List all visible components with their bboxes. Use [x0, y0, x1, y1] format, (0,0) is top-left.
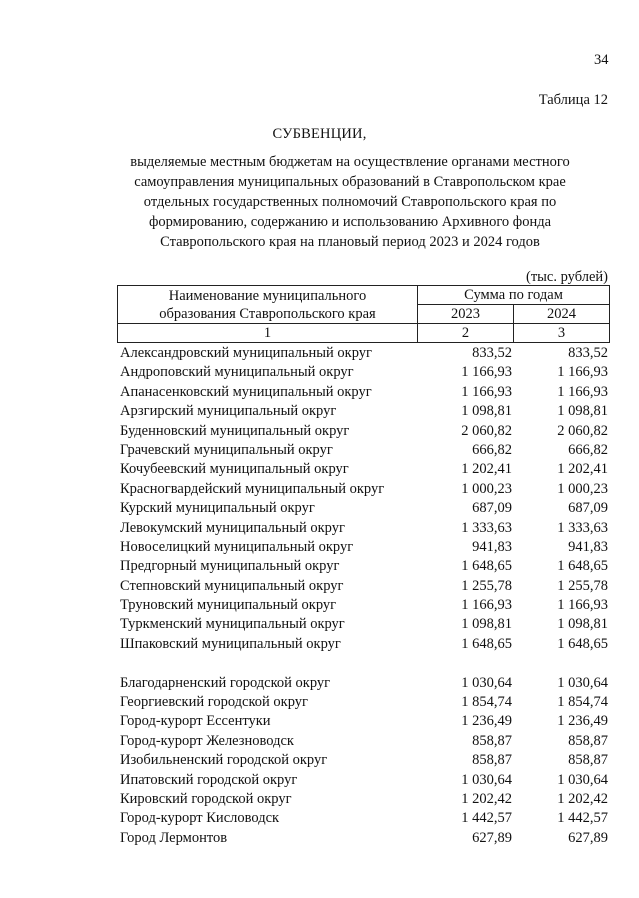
- row-name: Апанасенковский муниципальный округ: [120, 383, 372, 400]
- subtitle-line: формированию, содержанию и использованию Архивного фонда: [148, 214, 552, 230]
- row-value-2023: 1 236,49: [461, 713, 512, 730]
- row-value-2024: 1 854,74: [557, 694, 608, 711]
- table-row: [117, 557, 609, 576]
- row-value-2024: 1 098,81: [557, 403, 608, 420]
- row-value-2023: 858,87: [472, 752, 512, 769]
- subtitle-line: самоуправления муниципальных образований в Ставропольском крае: [134, 174, 566, 190]
- row-name: Кочубеевский муниципальный округ: [120, 461, 349, 478]
- row-value-2023: 687,09: [472, 500, 512, 517]
- table-row: [117, 674, 609, 693]
- row-name: Новоселицкий муниципальный округ: [120, 538, 354, 555]
- row-value-2023: 1 098,81: [461, 616, 512, 633]
- row-name: Александровский муниципальный округ: [120, 345, 372, 361]
- row-name: Кировский городской округ: [120, 790, 292, 807]
- row-value-2023: 1 098,81: [461, 403, 512, 420]
- row-value-2024: 687,09: [568, 500, 608, 517]
- row-value-2024: 2 060,82: [557, 422, 608, 439]
- row-name: Труновский муниципальный округ: [120, 597, 337, 614]
- row-value-2023: 1 442,57: [461, 810, 512, 827]
- row-value-2024: 1 202,41: [557, 461, 608, 478]
- column-header-name-line1: Наименование муниципального: [168, 287, 367, 304]
- table-row: [117, 596, 609, 615]
- table-number: Таблица 12: [538, 92, 608, 108]
- row-value-2023: 1 166,93: [461, 597, 512, 614]
- table-row: [117, 790, 609, 809]
- row-name: Красногвардейский муниципальный округ: [120, 480, 385, 497]
- row-value-2024: 941,83: [568, 538, 608, 555]
- table-row: [117, 577, 609, 596]
- table-row: [117, 771, 609, 790]
- row-value-2023: 1 255,78: [461, 577, 512, 594]
- row-name: Шпаковский муниципальный округ: [120, 635, 341, 652]
- table-row: [117, 402, 609, 421]
- row-value-2023: 1 854,74: [461, 694, 512, 711]
- subtitle-line: выделяемые местным бюджетам на осуществление органами местного: [130, 154, 570, 170]
- row-name: Город-курорт Железноводск: [120, 732, 294, 749]
- table-row: [117, 441, 609, 460]
- row-name: Арзгирский муниципальный округ: [120, 403, 337, 420]
- row-name: Город-курорт Ессентуки: [120, 713, 271, 730]
- table-row: [117, 363, 609, 382]
- column-header-name-line2: образования Ставропольского края: [159, 305, 376, 322]
- table-row: [117, 693, 609, 712]
- table-row: [117, 383, 609, 402]
- column-header-sum: Сумма по годам: [418, 286, 610, 305]
- row-value-2023: 1 166,93: [461, 383, 512, 400]
- row-value-2023: 1 648,65: [461, 558, 512, 575]
- row-value-2024: 1 098,81: [557, 616, 608, 633]
- page-number: 34: [594, 52, 609, 68]
- row-value-2024: 1 333,63: [557, 519, 608, 536]
- row-value-2023: 941,83: [472, 538, 512, 555]
- row-name: Ипатовский городской округ: [120, 771, 298, 788]
- row-name: Андроповский муниципальный округ: [120, 364, 354, 381]
- row-name: Город-курорт Кисловодск: [120, 810, 280, 827]
- table-row: [117, 829, 609, 848]
- row-name: Буденновский муниципальный округ: [120, 422, 350, 439]
- table-header: [117, 285, 610, 343]
- table-row: [117, 809, 609, 828]
- row-name: Левокумский муниципальный округ: [120, 519, 345, 536]
- row-value-2023: 1 648,65: [461, 635, 512, 652]
- document-subtitle: [115, 152, 585, 252]
- row-name: Георгиевский городской округ: [120, 694, 308, 711]
- row-name: Степновский муниципальный округ: [120, 577, 344, 594]
- table-row: [117, 615, 609, 634]
- column-header-year-2024: 2024: [514, 305, 610, 324]
- document-title: СУБВЕНЦИИ,: [272, 126, 367, 142]
- row-value-2024: 666,82: [568, 441, 608, 458]
- table-row: [117, 751, 609, 770]
- row-value-2023: 833,52: [472, 345, 512, 361]
- row-value-2023: 2 060,82: [461, 422, 512, 439]
- row-value-2023: 1 202,42: [461, 790, 512, 807]
- column-number-1: 1: [118, 324, 418, 343]
- row-value-2024: 1 166,93: [557, 364, 608, 381]
- row-value-2023: 858,87: [472, 732, 512, 749]
- row-name: Предгорный муниципальный округ: [120, 558, 340, 575]
- table-row: [117, 732, 609, 751]
- row-value-2024: 858,87: [568, 752, 608, 769]
- table-row: [117, 519, 609, 538]
- row-value-2024: 1 255,78: [557, 577, 608, 594]
- table-row: [117, 712, 609, 731]
- row-value-2024: 1 030,64: [557, 674, 608, 691]
- row-name: Туркменский муниципальный округ: [120, 616, 345, 633]
- row-value-2024: 1 166,93: [557, 597, 608, 614]
- table-body: [117, 344, 609, 848]
- row-value-2024: 1 202,42: [557, 790, 608, 807]
- row-name: Курский муниципальный округ: [120, 500, 315, 517]
- subtitle-line: отдельных государственных полномочий Ставропольского края по: [143, 194, 557, 210]
- row-name: Город Лермонтов: [120, 829, 228, 846]
- row-value-2023: 1 030,64: [461, 674, 512, 691]
- row-name: Изобильненский городской округ: [120, 752, 328, 769]
- row-value-2024: 1 000,23: [557, 480, 608, 497]
- table-row: [117, 460, 609, 479]
- row-value-2023: 1 166,93: [461, 364, 512, 381]
- table-row: [117, 344, 609, 363]
- row-value-2023: 666,82: [472, 441, 512, 458]
- municipal-districts-group: [117, 344, 609, 654]
- table-row: [117, 499, 609, 518]
- table-row: [117, 422, 609, 441]
- column-number-3: 3: [514, 324, 610, 343]
- row-value-2023: 627,89: [472, 829, 512, 846]
- table-row: [117, 635, 609, 654]
- row-value-2023: 1 030,64: [461, 771, 512, 788]
- subtitle-line: Ставропольского края на плановый период 2023 и 2024 годов: [160, 234, 540, 250]
- row-value-2023: 1 333,63: [461, 519, 512, 536]
- group-spacer: [117, 654, 609, 673]
- column-header-year-2023: 2023: [418, 305, 514, 324]
- row-name: Грачевский муниципальный округ: [120, 441, 333, 458]
- row-name: Благодарненский городской округ: [120, 674, 331, 691]
- row-value-2024: 1 030,64: [557, 771, 608, 788]
- row-value-2024: 858,87: [568, 732, 608, 749]
- column-header-name: [118, 286, 418, 324]
- row-value-2023: 1 202,41: [461, 461, 512, 478]
- row-value-2024: 1 648,65: [557, 635, 608, 652]
- row-value-2024: 1 236,49: [557, 713, 608, 730]
- row-value-2024: 1 442,57: [557, 810, 608, 827]
- unit-note: (тыс. рублей): [526, 269, 608, 285]
- city-districts-group: [117, 674, 609, 849]
- table-row: [117, 538, 609, 557]
- row-value-2023: 1 000,23: [461, 480, 512, 497]
- row-value-2024: 833,52: [568, 345, 608, 361]
- row-value-2024: 1 648,65: [557, 558, 608, 575]
- row-value-2024: 1 166,93: [557, 383, 608, 400]
- row-value-2024: 627,89: [568, 829, 608, 846]
- column-number-2: 2: [418, 324, 514, 343]
- table-row: [117, 480, 609, 499]
